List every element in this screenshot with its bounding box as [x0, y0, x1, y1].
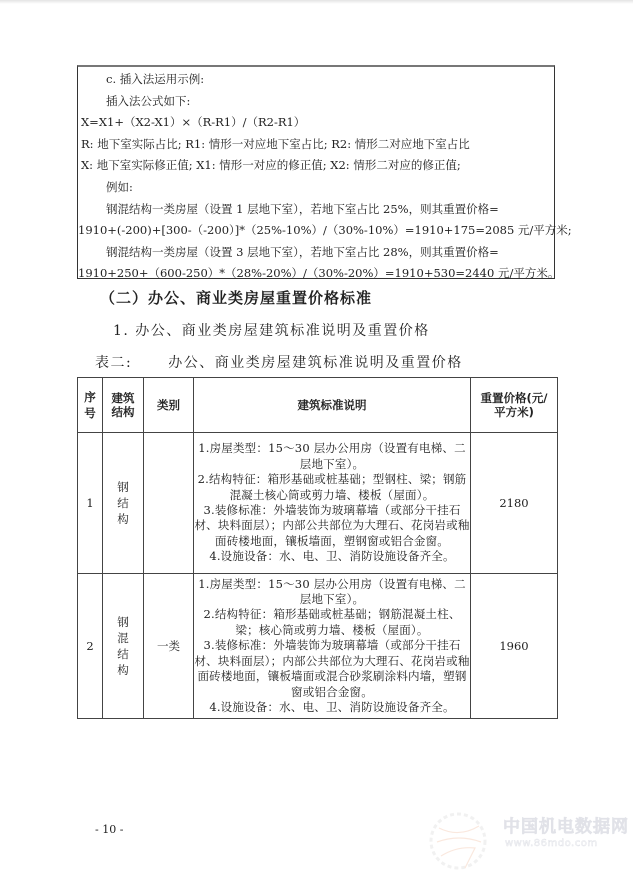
desc-item: 3.装修标准：外墙装饰为玻璃幕墙（或部分干挂石材、块料面层）；内部公共部位为大理石、花岗岩或釉面砖楼地面，镶板墙面，塑钢窗或铝合金窗。: [194, 503, 470, 548]
row-category: 一类: [144, 574, 194, 719]
price-standard-table: [77, 377, 558, 719]
example-2-text: 钢混结构一类房屋（设置 3 层地下室），若地下室占比 28%，则其重置价格=: [106, 244, 499, 259]
row-description: [194, 574, 471, 719]
section-heading: （二）办公、商业类房屋重置价格标准: [100, 289, 373, 307]
desc-item: 4.设施设备：水、电、卫、消防设施设备齐全。: [209, 549, 455, 564]
formula: X=X1+（X2-X1）×（R-R1）/（R2-R1）: [81, 115, 306, 130]
row-price: 2180: [471, 433, 558, 574]
example-label: 例如:: [106, 179, 133, 194]
desc-item: 2.结构特征：箱形基础或桩基础；型钢柱、梁；钢筋混凝土核心筒或剪力墙、楼板（屋面）。: [197, 472, 467, 502]
desc-item: 2.结构特征：箱形基础或桩基础；钢筋混凝土柱、梁；核心筒或剪力墙、楼板（屋面）。: [203, 607, 461, 637]
header-description: 建筑标准说明: [194, 378, 471, 433]
example-title: c. 插入法运用示例:: [106, 72, 205, 86]
row-structure: 钢结构: [103, 433, 144, 574]
page-top-shadow: [0, 0, 633, 4]
watermark-url: www.86mdo.com: [505, 838, 598, 849]
example-1-text: 钢混结构一类房屋（设置 1 层地下室），若地下室占比 25%，则其重置价格=: [106, 201, 499, 216]
example-1-calc: 1910+(-200)+[300-（-200）]*（25%-10%）/（30%-10%）=1910+175=2085 元/平方米;: [78, 223, 572, 238]
header-category: 类别: [144, 378, 194, 433]
subsection-heading: 1. 办公、商业类房屋建筑标准说明及重置价格: [113, 323, 430, 339]
row-description: [194, 433, 471, 574]
page-number: - 10 -: [95, 823, 124, 836]
row-category: [144, 433, 194, 574]
table-caption-title: 办公、商业类房屋建筑标准说明及重置价格: [168, 355, 463, 371]
table-caption: [95, 352, 463, 372]
watermark: [425, 808, 633, 873]
r-definitions: R: 地下室实际占比; R1: 情形一对应地下室占比; R2: 情形二对应地下室占比: [81, 136, 470, 151]
watermark-name: 中国机电数据网: [503, 817, 629, 837]
header-no: 序号: [78, 378, 103, 433]
desc-item: 1.房屋类型：15～30 层办公用房（设置有电梯、二层地下室）。: [198, 576, 466, 607]
formula-intro: 插入法公式如下:: [106, 93, 191, 108]
table-row: [78, 433, 558, 574]
x-definitions: X: 地下室实际修正值; X1: 情形一对应的修正值; X2: 情形二对应的修正值;: [81, 158, 461, 173]
table-caption-label: 表二:: [95, 355, 133, 371]
interpolation-example-box: [77, 65, 572, 281]
desc-item: 1.房屋类型：15～30 层办公用房（设置有电梯、二层地下室）。: [198, 441, 466, 471]
table-header-row: [78, 378, 558, 433]
watermark-logo-icon: [425, 808, 495, 873]
table-row: [78, 574, 558, 719]
header-price: 重置价格(元/平方米): [471, 378, 558, 433]
desc-item: 4.设施设备：水、电、卫、消防设施设备齐全。: [209, 699, 455, 714]
row-no: 2: [78, 574, 103, 719]
example-2-calc: 1910+250+（600-250）*（28%-20%）/（30%-20%）=1910+530=2440 元/平方米。: [78, 266, 560, 281]
row-structure: 钢混结构: [103, 574, 144, 719]
desc-item: 3.装修标准：外墙装饰为玻璃幕墙（或部分干挂石材、块料面层）；内部公共部位为大理石、花岗岩或釉面砖楼地面，镶板墙面或混合砂浆刷涂料内墙，塑钢窗或铝合金窗。: [194, 638, 470, 699]
header-structure: 建筑结构: [103, 378, 144, 433]
row-price: 1960: [471, 574, 558, 719]
row-no: 1: [78, 433, 103, 574]
